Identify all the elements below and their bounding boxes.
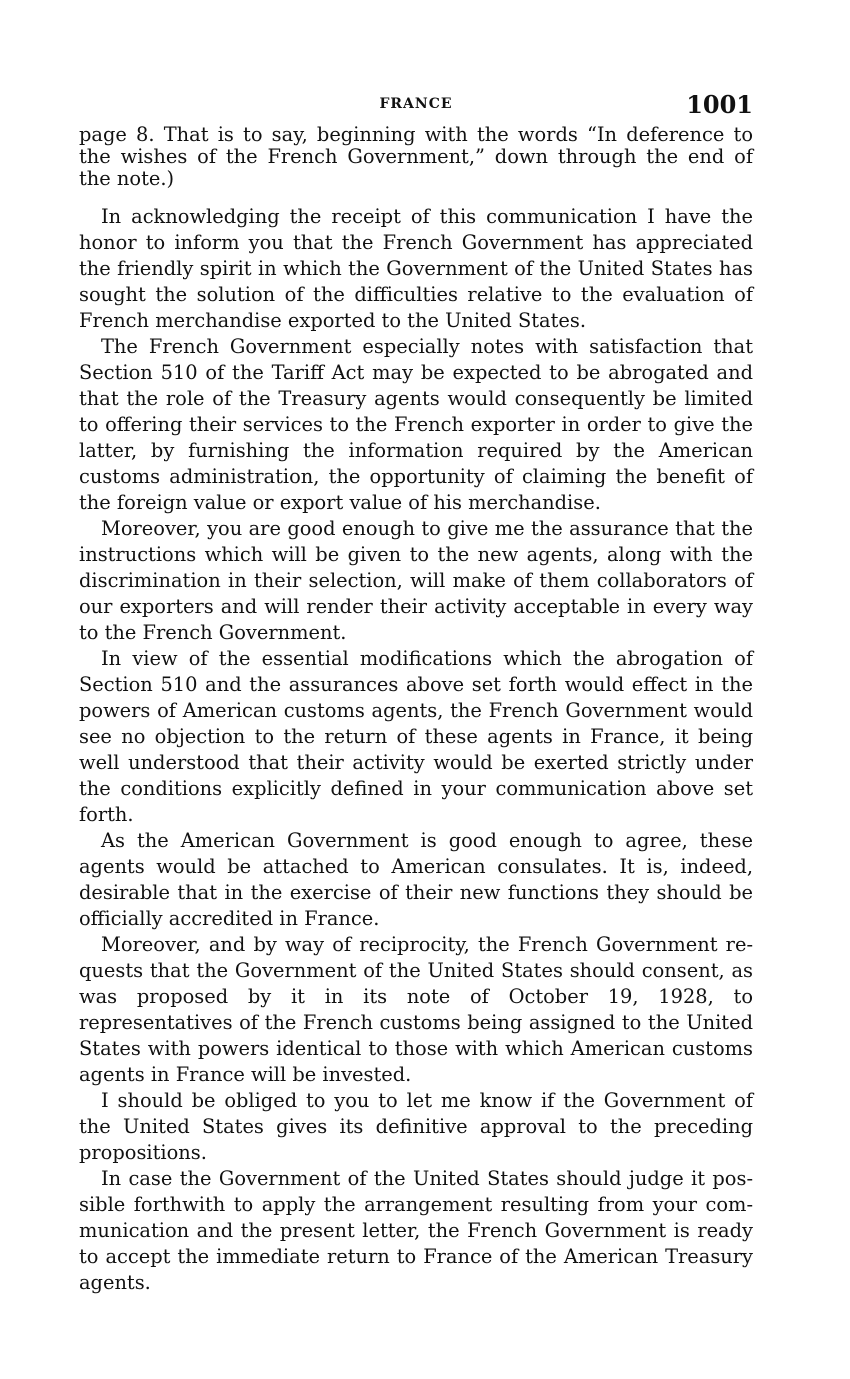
- paragraph: In acknowledging the receipt of this communication I have the honor to inform you that the French Government has appreciated the friendly spirit in which the Government of the United States has sought the solution of the difficulties relative to the evaluation of French merchandise exported to the United States.: [79, 205, 753, 332]
- paragraph: I should be obliged to you to let me know if the Government of the United States gives its definitive approval to the preceding propositions.: [79, 1089, 753, 1164]
- paragraph-continuation: page 8. That is to say, beginning with the words “In deference to the wishes of the French Government,” down through the end of the note.): [79, 123, 753, 190]
- paragraph: The French Government especially notes with satisfaction that Section 510 of the Tariff Act may be expected to be abrogated and that the role of the Treasury agents would consequently be limited to offering their services to the French exporter in order to give the latter, by furnishing the information required by the American customs administration, the opportunity of claiming the benefit of the foreign value or export value of his merchandise.: [79, 335, 753, 514]
- running-title: FRANCE: [379, 96, 453, 112]
- paragraph: Moreover, you are good enough to give me the assurance that the instructions which will be given to the new agents, along with the discrimination in their selection, will make of them collaborators of our exporters and will render their activity acceptable in every way to the French Government.: [79, 517, 753, 644]
- paragraph: As the American Government is good enough to agree, these agents would be attached to American consulates. It is, indeed, desirable that in the exercise of their new functions they should be officially accredited in France.: [79, 829, 753, 930]
- paragraph: In case the Government of the United States should judge it possible forthwith to apply the arrangement resulting from your communication and the present letter, the French Government is ready to accept the immediate return to France of the American Treasury agents.: [79, 1167, 753, 1294]
- paragraph: In view of the essential modifications which the abrogation of Section 510 and the assurances above set forth would effect in the powers of American customs agents, the French Government would see no objection to the return of these agents in France, it being well understood that their activity would be exerted strictly under the conditions explicitly defined in your communication above set forth.: [79, 647, 753, 826]
- running-header: [79, 90, 753, 124]
- page-number: 1001: [686, 90, 753, 119]
- body-text: [79, 124, 753, 1296]
- document-page: [79, 90, 753, 1296]
- paragraph: Moreover, and by way of reciprocity, the French Government requests that the Government of the United States should consent, as was proposed by it in its note of October 19, 1928, to representatives of the French customs being assigned to the United States with powers identical to those with which American customs agents in France will be invested.: [79, 933, 753, 1086]
